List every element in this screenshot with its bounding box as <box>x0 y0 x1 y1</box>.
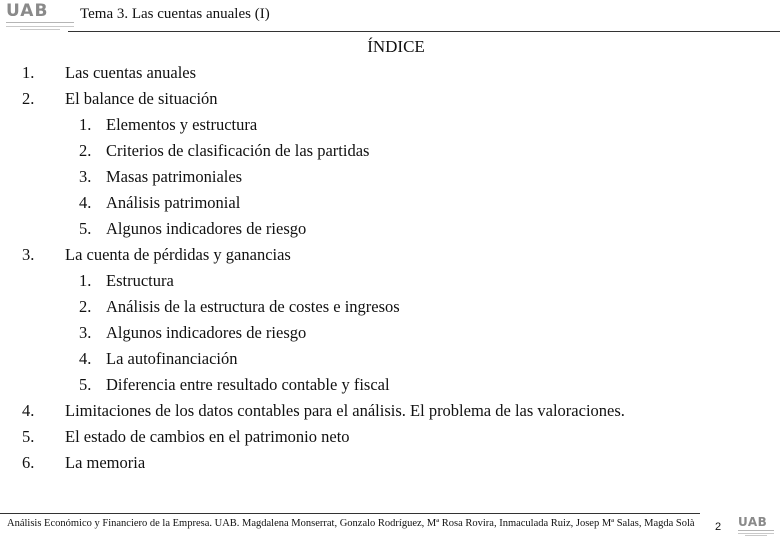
index-title: ÍNDICE <box>367 37 425 56</box>
index-subitem <box>0 164 780 190</box>
logo-subtitle-lines-2 <box>20 29 60 32</box>
index-subitem-number: 5. <box>79 219 92 238</box>
index-subitem-label: Elementos y estructura <box>106 115 258 134</box>
index-subitem-number: 5. <box>79 375 92 394</box>
university-logo <box>6 3 78 33</box>
index-subitem <box>0 138 780 164</box>
index-subitem-number: 1. <box>79 115 92 134</box>
page-number: 2 <box>715 521 722 533</box>
index-item <box>0 450 780 476</box>
index-subitem-label: La autofinanciación <box>106 349 238 368</box>
index-subitem <box>0 112 780 138</box>
index-subitem <box>0 372 780 398</box>
index-subitem-number: 4. <box>79 193 92 212</box>
index-list <box>0 60 780 476</box>
index-subitem-label: Criterios de clasificación de las partidas <box>106 141 370 160</box>
index-subitem <box>0 216 780 242</box>
index-subitem-label: Algunos indicadores de riesgo <box>106 219 307 238</box>
footer-divider <box>0 513 700 514</box>
index-item-label: La memoria <box>65 453 146 472</box>
index-item <box>0 424 780 450</box>
index-subitem-label: Estructura <box>106 271 174 290</box>
index-subitem <box>0 320 780 346</box>
index-subitem-number: 1. <box>79 271 92 290</box>
footer-credits: Análisis Económico y Financiero de la Empresa. UAB. Magdalena Monserrat, Gonzalo Rodríguez, Mª Rosa Rovira, Inmaculada Ruiz, Josep Mª Salas, Magda Solà <box>7 518 695 529</box>
logo-mark: UAB <box>6 1 49 21</box>
index-item-number: 3. <box>22 245 35 264</box>
index-subitem-number: 2. <box>79 141 92 160</box>
index-item-label: Las cuentas anuales <box>65 63 197 82</box>
logo-subtitle-lines <box>6 22 74 27</box>
index-subitem <box>0 346 780 372</box>
index-subitem-label: Masas patrimoniales <box>106 167 243 186</box>
index-item-number: 1. <box>22 63 35 82</box>
index-item-number: 2. <box>22 89 35 108</box>
index-item <box>0 398 780 424</box>
index-subitem-label: Análisis patrimonial <box>106 193 241 212</box>
slide-header-title: Tema 3. Las cuentas anuales (I) <box>80 6 270 22</box>
index-item-number: 4. <box>22 401 35 420</box>
header-divider <box>68 31 780 32</box>
logo-mark-small: UAB <box>738 515 768 529</box>
index-subitem-number: 2. <box>79 297 92 316</box>
index-item-label: La cuenta de pérdidas y ganancias <box>65 245 291 264</box>
logo-subtitle-lines-small-2 <box>745 535 767 538</box>
index-item-label: Limitaciones de los datos contables para el análisis. El problema de las valoraciones. <box>65 401 625 420</box>
index-subitem-label: Análisis de la estructura de costes e ingresos <box>106 297 400 316</box>
index-item-number: 5. <box>22 427 35 446</box>
index-subitem-number: 4. <box>79 349 92 368</box>
index-subitem <box>0 294 780 320</box>
index-subitem-label: Algunos indicadores de riesgo <box>106 323 307 342</box>
index-item-label: El balance de situación <box>65 89 218 108</box>
index-subitem-number: 3. <box>79 323 92 342</box>
index-item <box>0 242 780 268</box>
index-subitem-number: 3. <box>79 167 92 186</box>
index-item <box>0 60 780 86</box>
logo-subtitle-lines-small <box>738 530 774 534</box>
index-item-number: 6. <box>22 453 35 472</box>
index-subitem <box>0 268 780 294</box>
index-subitem-label: Diferencia entre resultado contable y fiscal <box>106 375 390 394</box>
index-subitem <box>0 190 780 216</box>
university-logo-small <box>738 516 778 538</box>
index-item-label: El estado de cambios en el patrimonio neto <box>65 427 350 446</box>
index-item <box>0 86 780 112</box>
